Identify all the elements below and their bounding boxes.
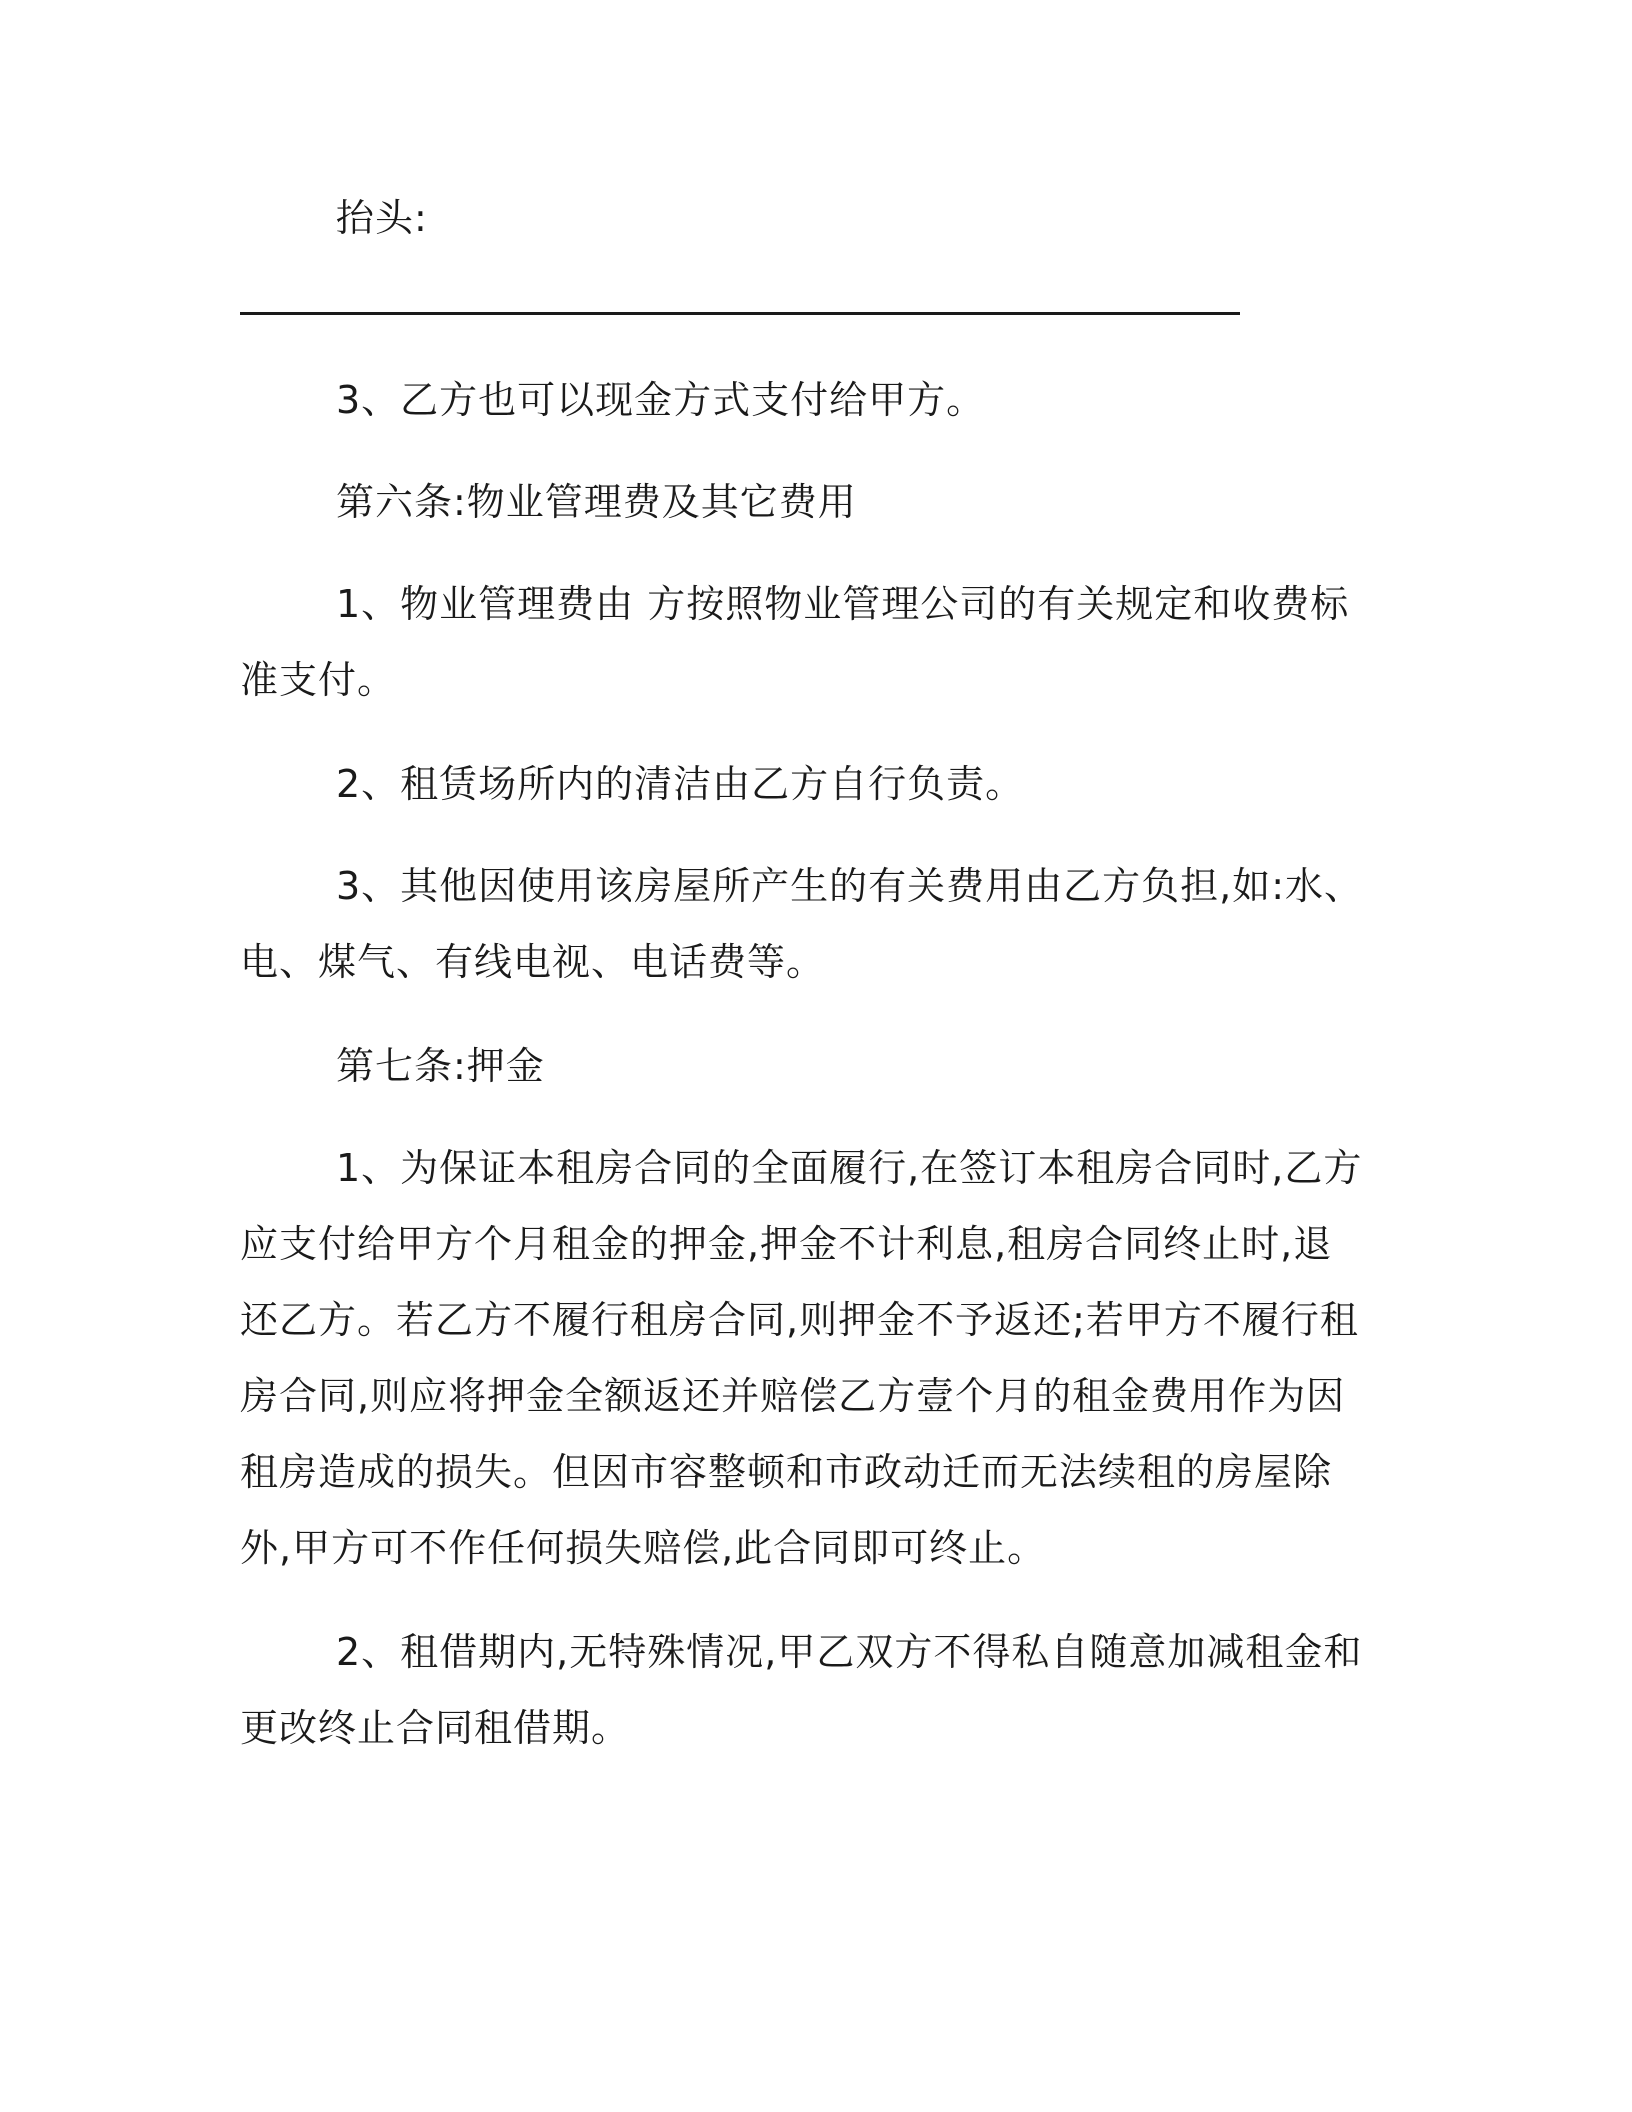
blank-fill-line bbox=[240, 312, 1240, 315]
paragraph-7-2: 2、租借期内,无特殊情况,甲乙双方不得私自随意加减租金和更改终止合同租借期。 bbox=[240, 1630, 1363, 1750]
paragraph-6-3: 3、其他因使用该房屋所产生的有关费用由乙方负担,如:水、电、煤气、有线电视、电话费等。 bbox=[240, 864, 1364, 984]
article-6-heading: 第六条:物业管理费及其它费用 bbox=[336, 480, 857, 524]
paragraph-7-1: 1、为保证本租房合同的全面履行,在签订本租房合同时,乙方应支付给甲方个月租金的押金,押金不计利息,租房合同终止时,退还乙方。若乙方不履行租房合同,则押金不予返还;若甲方不履行租房合同,则应将押金全额返还并赔偿乙方壹个月的租金费用作为因租房造成的损失。但因市容整顿和市政动迁而无法续租的房屋除外,甲方可不作任何损失赔偿,此合同即可终止。 bbox=[240, 1146, 1363, 1570]
article-7-heading: 第七条:押金 bbox=[336, 1044, 545, 1088]
paragraph-6-1: 1、物业管理费由 方按照物业管理公司的有关规定和收费标准支付。 bbox=[240, 582, 1350, 702]
header-label: 抬头: bbox=[336, 196, 428, 240]
paragraph-5-3: 3、乙方也可以现金方式支付给甲方。 bbox=[336, 378, 986, 422]
paragraph-6-2: 2、租赁场所内的清洁由乙方自行负责。 bbox=[336, 762, 1025, 806]
